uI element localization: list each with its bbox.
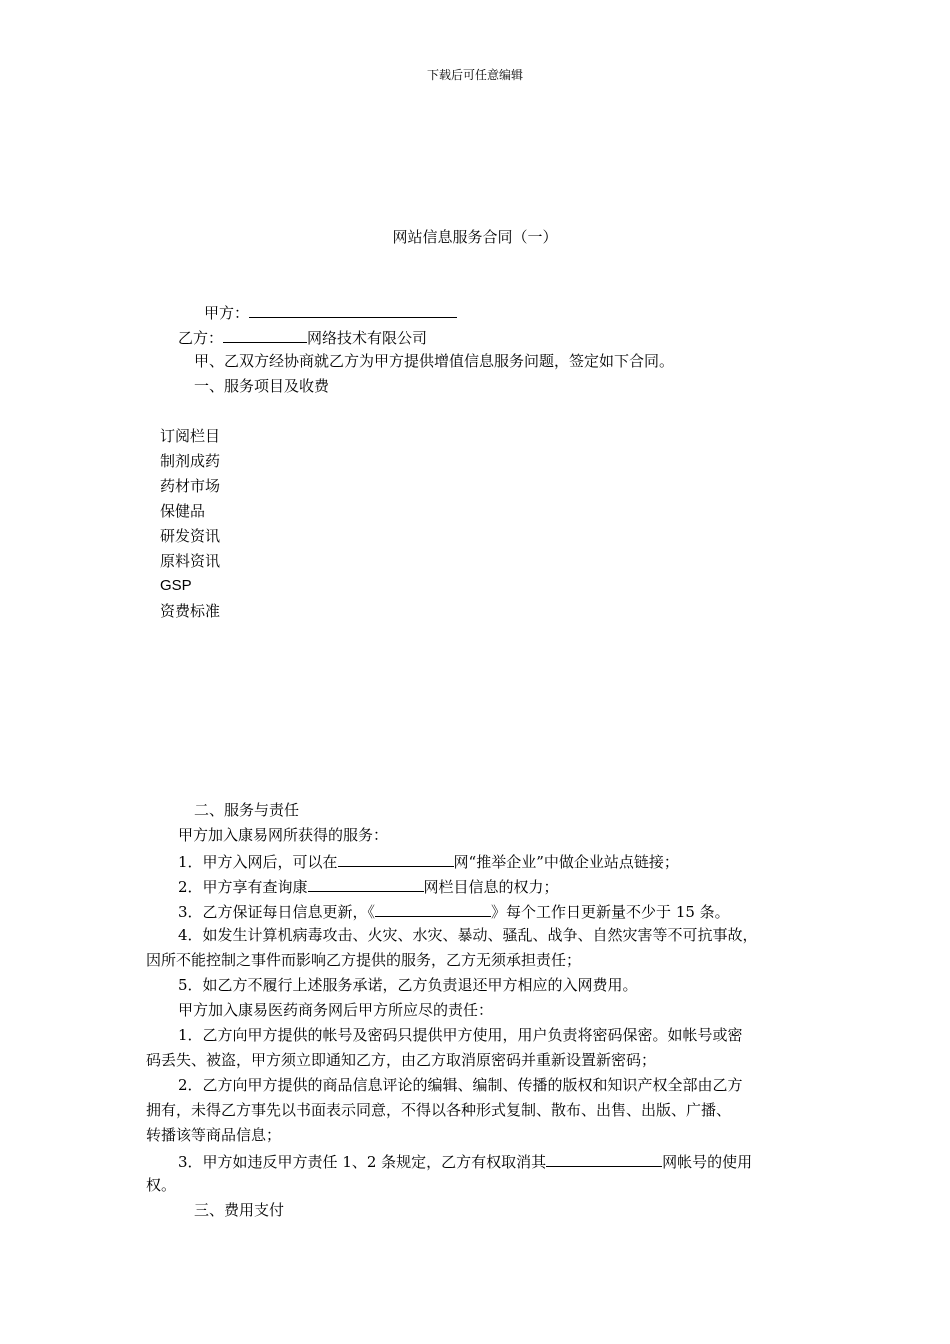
service-2-pre: 2．甲方享有查询康 xyxy=(178,878,308,896)
party-b-line xyxy=(178,326,427,348)
service-3-blank xyxy=(375,900,491,917)
duty-3-line-2: 权。 xyxy=(146,1176,177,1194)
service-1-pre: 1．甲方入网后，可以在 xyxy=(178,853,338,871)
section-3-heading: 三、费用支付 xyxy=(194,1201,285,1219)
duty-3-line-1 xyxy=(178,1150,752,1172)
service-4-line-2: 因所不能控制之事件而影响乙方提供的服务，乙方无须承担责任； xyxy=(146,951,582,969)
section-2-heading: 二、服务与责任 xyxy=(194,801,300,819)
service-4-line-1: 4．如发生计算机病毒攻击、火灾、水灾、暴动、骚乱、战争、自然灾害等不可抗事故， xyxy=(178,926,758,944)
duty-1-line-1: 1．乙方向甲方提供的帐号及密码只提供甲方使用，用户负责将密码保密。如帐号或密 xyxy=(178,1026,743,1044)
duty-3-post: 网帐号的使用 xyxy=(662,1153,753,1171)
duty-1-line-2: 码丢失、被盗，甲方须立即通知乙方，由乙方取消原密码并重新设置新密码； xyxy=(146,1051,657,1069)
list-item: 订阅栏目 xyxy=(160,427,221,445)
service-3-pre: 3．乙方保证每日信息更新，《 xyxy=(178,903,376,921)
services-intro: 甲方加入康易网所获得的服务： xyxy=(178,826,389,844)
document-title: 网站信息服务合同（一） xyxy=(392,228,558,246)
list-item: 原料资讯 xyxy=(160,552,221,570)
service-1 xyxy=(178,850,679,872)
duty-2-line-2: 拥有，未得乙方事先以书面表示同意，不得以各种形式复制、散布、出售、出版、广播、 xyxy=(146,1101,732,1119)
duty-2-line-3: 转播该等商品信息； xyxy=(146,1126,282,1144)
party-a-blank xyxy=(249,301,457,318)
party-a-label: 甲方： xyxy=(204,304,250,322)
service-3 xyxy=(178,900,730,922)
list-item: 资费标准 xyxy=(160,602,221,620)
duty-2-line-1: 2．乙方向甲方提供的商品信息评论的编辑、编制、传播的版权和知识产权全部由乙方 xyxy=(178,1076,743,1094)
intro-text: 甲、乙双方经协商就乙方为甲方提供增值信息服务问题，签定如下合同。 xyxy=(194,352,675,370)
list-item: GSP xyxy=(160,577,192,594)
party-b-label: 乙方： xyxy=(178,329,224,347)
service-2-post: 网栏目信息的权力； xyxy=(423,878,559,896)
service-2-blank xyxy=(308,875,424,892)
service-1-post: 网“推举企业”中做企业站点链接； xyxy=(453,853,679,871)
duty-3-blank xyxy=(546,1150,662,1167)
party-b-suffix: 网络技术有限公司 xyxy=(307,329,428,347)
list-item: 药材市场 xyxy=(160,477,221,495)
page-header: 下载后可任意编辑 xyxy=(426,68,523,82)
list-item: 研发资讯 xyxy=(160,527,221,545)
list-item: 制剂成药 xyxy=(160,452,221,470)
party-b-blank xyxy=(223,326,307,343)
service-3-post: 》每个工作日更新量不少于 15 条。 xyxy=(491,903,730,921)
duties-intro: 甲方加入康易医药商务网后甲方所应尽的责任： xyxy=(178,1001,494,1019)
service-5: 5．如乙方不履行上述服务承诺，乙方负责退还甲方相应的入网费用。 xyxy=(178,976,638,994)
list-item: 保健品 xyxy=(160,502,206,520)
service-2 xyxy=(178,875,559,897)
section-1-heading: 一、服务项目及收费 xyxy=(194,377,330,395)
duty-3-pre: 3．甲方如违反甲方责任 1、2 条规定，乙方有权取消其 xyxy=(178,1153,547,1171)
party-a-line xyxy=(204,301,457,323)
service-1-blank xyxy=(338,850,454,867)
